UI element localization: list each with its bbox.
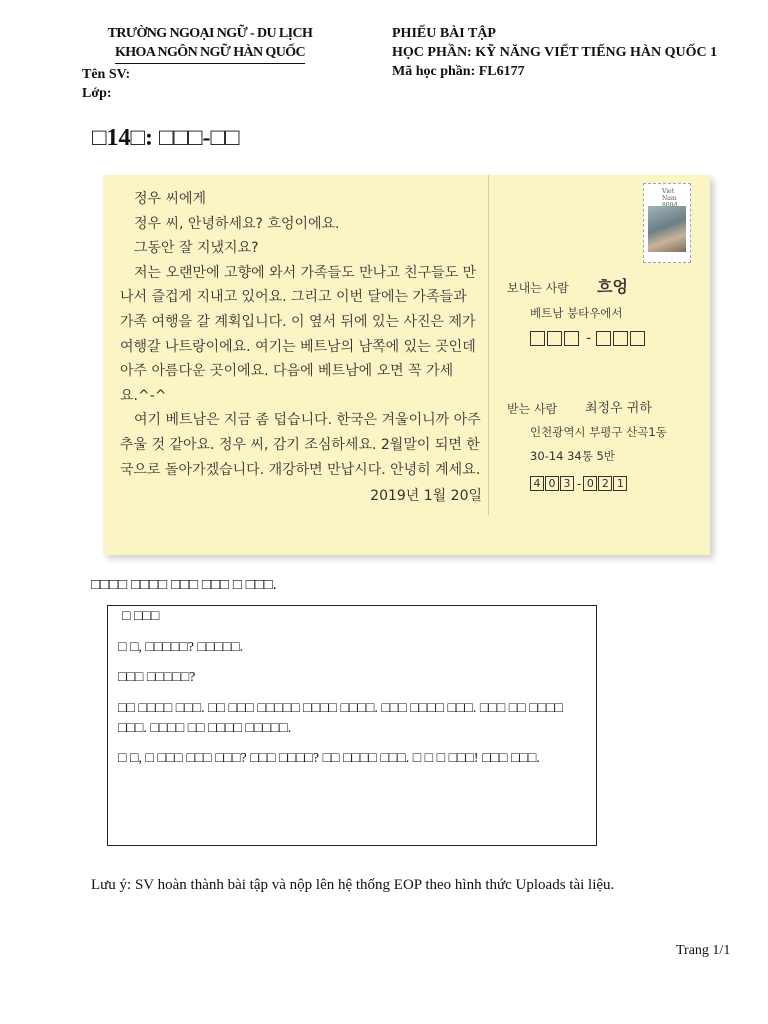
zip-box — [596, 331, 611, 346]
answer-paragraph: □ □, □ □□□ □□□ □□□? □□□ □□□□? □□ □□□□ □□□. □ □ □ □□□! □□□ □□□. — [118, 751, 540, 766]
postcard-divider — [488, 175, 489, 515]
zip-digit: 4 — [530, 476, 544, 491]
postcard-letter — [120, 187, 482, 509]
student-class-label: Lớp: — [82, 86, 112, 101]
course-code: Mã học phần: FL6177 — [392, 64, 525, 79]
postage-stamp — [643, 183, 691, 263]
sheet-title: PHIẾU BÀI TẬP — [392, 26, 496, 41]
letter-line: 그동안 잘 지냈지요? — [134, 240, 259, 257]
zip-digit: 3 — [560, 476, 574, 491]
receiver-address-line1: 인천광역시 부평구 산곡1동 — [530, 425, 667, 439]
receiver-address-line2: 30-14 34통 5반 — [530, 449, 615, 463]
answer-line: □□□ □□□□□? — [118, 670, 196, 685]
answer-line: □ □, □□□□□? □□□□□. — [118, 640, 244, 655]
answer-box — [107, 605, 597, 846]
zip-box — [547, 331, 562, 346]
stamp-text: Viet Nam — [662, 188, 677, 202]
zip-box — [530, 331, 545, 346]
zip-dash: - — [586, 330, 592, 347]
letter-date: 2019년 1월 20일 — [370, 488, 482, 505]
sender-name: 흐엉 — [597, 277, 628, 296]
zip-digit: 2 — [598, 476, 612, 491]
stamp-picture — [648, 206, 686, 252]
exercise-instruction: □□□□ □□□□ □□□ □□□ □ □□□. — [91, 577, 277, 593]
answer-line: □ □□□ — [122, 609, 160, 624]
zip-digit: 0 — [545, 476, 559, 491]
zip-digit: 0 — [583, 476, 597, 491]
zip-digit: 1 — [613, 476, 627, 491]
page-number: Trang 1/1 — [676, 943, 731, 958]
receiver-zip — [530, 473, 628, 492]
student-name-label: Tên SV: — [82, 67, 131, 82]
zip-box — [613, 331, 628, 346]
sender-label: 보내는 사람 — [507, 281, 569, 295]
school-name: TRƯỜNG NGOẠI NGỮ - DU LỊCH — [107, 26, 313, 41]
zip-box — [630, 331, 645, 346]
course-name: HỌC PHẦN: KỸ NĂNG VIẾT TIẾNG HÀN QUỐC 1 — [392, 45, 718, 60]
answer-paragraph: □□ □□□□ □□□. □□ □□□ □□□□□ □□□□ □□□□. □□□ □□□□ □□□. □□□ □□ □□□□ □□□. □□□□ □□ □□□□ □□□□□. — [118, 701, 563, 736]
receiver-name: 최정우 귀하 — [585, 401, 652, 416]
letter-greeting: 정우 씨에게 — [134, 191, 207, 207]
letter-line: 정우 씨, 안녕하세요? 흐엉이에요. — [134, 215, 340, 232]
zip-box — [564, 331, 579, 346]
student-info — [82, 65, 130, 103]
institution-header — [60, 24, 360, 64]
course-header — [392, 24, 717, 81]
postcard-image — [103, 175, 710, 555]
lesson-title: □14□: □□□-□□ — [92, 125, 240, 151]
sender-zip — [530, 328, 647, 347]
faculty-name: KHOA NGÔN NGỮ HÀN QUỐC — [115, 43, 305, 64]
letter-paragraph: 저는 오랜만에 고향에 와서 가족들도 만나고 친구들도 만나서 즐겁게 지내고 있어요. 그리고 이번 달에는 가족들과 가족 여행을 갈 계획입니다. 이 옆서 뒤에 있는 사진은 제가 여행갈 나트랑이에요. 여기는 베트남의 남쪽에 있는 곳인데 아주 아름다운 곳이에요. 다음에 베트남에 오면 꼭 가세요.^-^ — [120, 264, 477, 404]
receiver-label: 받는 사람 — [507, 402, 558, 416]
sender-address: 베트남 붕타우에서 — [530, 306, 623, 320]
zip-dash: - — [577, 476, 582, 491]
letter-paragraph: 여기 베트남은 지금 좀 덥습니다. 한국은 겨울이니까 아주 추울 것 같아요. 정우 씨, 감기 조심하세요. 2월말이 되면 한국으로 돌아가겠습니다. 개강하면 만납시다. 안녕히 계세요. — [120, 412, 481, 478]
submission-note: Lưu ý: SV hoàn thành bài tập và nộp lên hệ thống EOP theo hình thức Uploads tài liệu. — [91, 877, 615, 893]
